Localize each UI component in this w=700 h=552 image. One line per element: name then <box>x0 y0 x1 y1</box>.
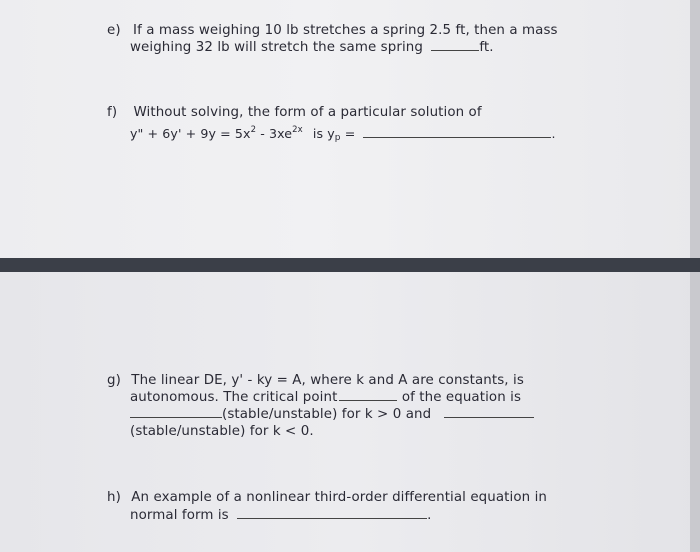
question-g-line2b: of the equation is <box>401 390 522 405</box>
equation-exponent-1: 2 <box>250 125 257 135</box>
question-g-line2a: autonomous. The critical point <box>130 390 338 405</box>
answer-blank-f[interactable] <box>363 126 551 138</box>
question-h-end: . <box>427 508 432 523</box>
question-f-end: . <box>551 126 556 141</box>
page-edge <box>690 0 700 258</box>
question-e-second-line <box>130 39 494 56</box>
answer-blank-stability-2[interactable] <box>444 406 534 418</box>
worksheet-top <box>0 0 700 258</box>
question-g-line1: The linear DE, y' - ky = A, where k and A are constants, is <box>131 373 524 388</box>
question-e-label: e) <box>107 23 121 38</box>
question-e-line2b: ft. <box>479 40 494 55</box>
question-h-line2: normal form is <box>130 508 229 523</box>
question-e-line2a: weighing 32 lb will stretch the same spring <box>130 40 423 55</box>
answer-blank-h[interactable] <box>237 507 427 519</box>
answer-blank-critical-point[interactable] <box>339 389 397 401</box>
question-f-label: f) <box>107 105 118 120</box>
question-g <box>107 372 524 389</box>
question-f-line1: Without solving, the form of a particular solution of <box>133 105 482 120</box>
question-h <box>107 489 547 506</box>
question-g-label: g) <box>107 373 121 388</box>
question-h-label: h) <box>107 490 121 505</box>
question-f-equation <box>130 122 556 147</box>
question-f <box>107 104 482 121</box>
answer-blank-stability-1[interactable] <box>130 406 222 418</box>
equation-part-a: y" + 6y' + 9y = 5x <box>130 126 251 141</box>
question-g-line3a: (stable/unstable) for k > 0 and <box>222 407 432 422</box>
page-divider <box>0 258 700 272</box>
equation-part-d: = <box>340 126 356 141</box>
page-edge <box>690 272 700 552</box>
equation-subscript: p <box>334 133 341 143</box>
equation-part-b: - 3xe <box>256 126 293 141</box>
worksheet-bottom <box>0 272 700 552</box>
equation-exponent-2: 2x <box>292 125 303 135</box>
question-h-line1: An example of a nonlinear third-order differential equation in <box>131 490 547 505</box>
question-g-fourth-line <box>130 423 314 440</box>
equation-part-c: is y <box>312 126 335 141</box>
question-g-third-line <box>130 406 534 423</box>
question-e-line1: If a mass weighing 10 lb stretches a spring 2.5 ft, then a mass <box>133 23 558 38</box>
question-e <box>107 22 558 39</box>
answer-blank-e[interactable] <box>431 39 479 51</box>
question-h-second-line <box>130 507 431 524</box>
question-g-line4: (stable/unstable) for k < 0. <box>130 424 314 439</box>
question-g-second-line <box>130 389 521 406</box>
